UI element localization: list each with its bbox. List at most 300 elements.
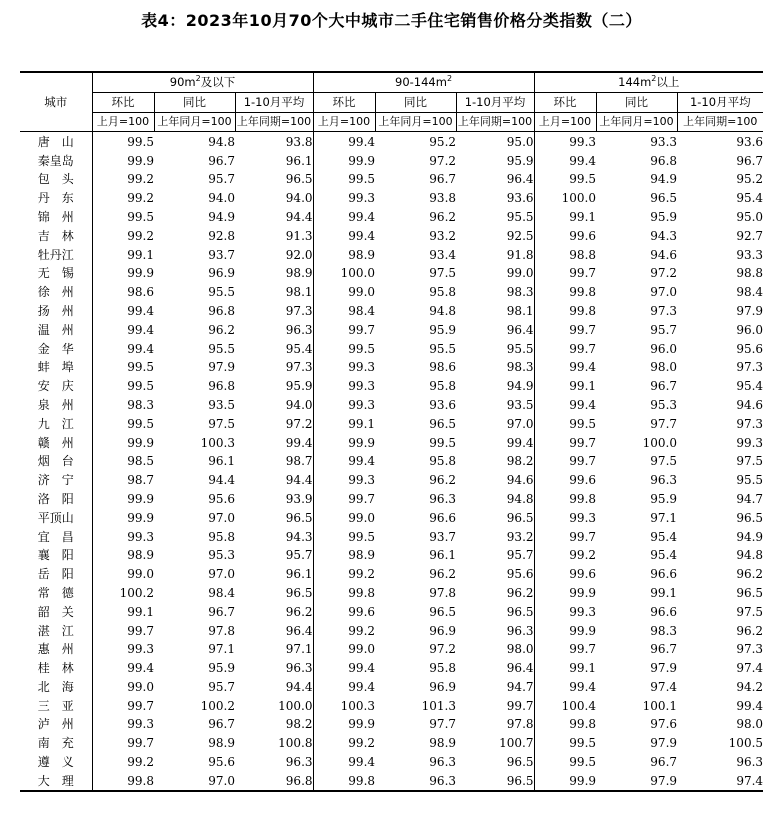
index-cell-mom: 99.4 (92, 302, 154, 321)
index-cell-yoy: 98.6 (429, 360, 457, 375)
table-row (20, 640, 763, 659)
index-cell-mom: 98.3 (92, 396, 154, 415)
index-cell-mom: 99.9 (534, 621, 596, 640)
index-cell-avg: 97.4 (677, 771, 763, 791)
index-cell-yoy: 97.2 (429, 153, 457, 168)
index-cell-yoy: 96.3 (429, 491, 457, 506)
city-name: 徐 州 (20, 283, 92, 302)
index-cell-yoy: 96.2 (429, 473, 457, 488)
index-cell-avg: 96.1 (285, 567, 313, 582)
index-cell-avg: 100.7 (499, 736, 534, 751)
index-cell-mom: 99.1 (313, 414, 375, 433)
index-cell-mom: 100.3 (313, 696, 375, 715)
group-header-over-144: $144m^2$以上 (534, 72, 763, 92)
index-cell-avg: 98.3 (506, 360, 534, 375)
base-header-yoy: 上年同月=100 (154, 112, 235, 132)
index-cell-yoy: 96.2 (429, 567, 457, 582)
index-cell-mom: 99.4 (534, 358, 596, 377)
table-row (20, 414, 763, 433)
index-cell-mom: 99.9 (92, 433, 154, 452)
index-cell-yoy: 97.4 (650, 679, 678, 694)
index-cell-avg: 95.7 (285, 548, 313, 563)
index-cell-avg: 95.5 (506, 209, 534, 224)
index-cell-mom: 99.6 (313, 602, 375, 621)
index-cell-yoy: 95.5 (208, 341, 235, 356)
index-cell-avg: 98.1 (285, 285, 313, 300)
index-cell-mom: 98.9 (92, 546, 154, 565)
index-cell-mom: 100.0 (534, 189, 596, 208)
index-cell-mom: 99.4 (534, 678, 596, 697)
index-cell-avg: 96.5 (736, 585, 764, 600)
table-row (20, 132, 763, 151)
index-cell-mom: 99.7 (92, 734, 154, 753)
index-cell-mom: 98.7 (92, 471, 154, 490)
index-cell-mom: 99.0 (92, 565, 154, 584)
index-cell-yoy: 95.8 (429, 454, 457, 469)
base-header-avg: 上年同期=100 (456, 112, 534, 132)
index-cell-mom: 99.5 (92, 208, 154, 227)
index-cell-yoy: 97.7 (650, 416, 678, 431)
index-cell-mom: 99.7 (534, 264, 596, 283)
index-cell-mom: 99.7 (92, 621, 154, 640)
index-cell-mom: 99.6 (534, 471, 596, 490)
city-name: 泉 州 (20, 396, 92, 415)
index-cell-avg: 94.4 (285, 209, 313, 224)
city-name: 岳 阳 (20, 565, 92, 584)
index-cell-yoy: 96.5 (429, 604, 457, 619)
index-cell-avg: 97.3 (736, 360, 764, 375)
index-cell-yoy: 96.8 (650, 153, 678, 168)
index-cell-yoy: 95.8 (429, 285, 457, 300)
index-cell-avg: 98.0 (736, 717, 764, 732)
index-cell-mom: 99.4 (534, 151, 596, 170)
index-cell-avg: 94.2 (736, 679, 764, 694)
index-cell-mom: 99.5 (92, 414, 154, 433)
city-name: 北 海 (20, 678, 92, 697)
index-cell-mom: 99.7 (534, 339, 596, 358)
index-cell-yoy: 93.6 (429, 397, 457, 412)
index-cell-avg: 99.4 (506, 435, 534, 450)
city-name: 吉 林 (20, 226, 92, 245)
index-cell-yoy: 96.7 (650, 379, 678, 394)
table-row (20, 546, 763, 565)
index-cell-avg: 96.3 (506, 623, 534, 638)
index-cell-yoy: 99.1 (650, 585, 678, 600)
index-cell-mom: 99.7 (92, 696, 154, 715)
city-name: 遵 义 (20, 753, 92, 772)
index-cell-avg: 96.5 (285, 585, 313, 600)
group-header-under-90: $90m^2$及以下 (92, 72, 313, 92)
index-cell-yoy: 95.7 (208, 172, 235, 187)
index-cell-yoy: 95.5 (208, 285, 235, 300)
city-name: 安 庆 (20, 377, 92, 396)
base-header-mom: 上月=100 (313, 112, 375, 132)
index-cell-avg: 93.3 (736, 247, 764, 262)
index-cell-yoy: 95.9 (208, 661, 235, 676)
index-cell-avg: 96.0 (736, 322, 764, 337)
index-cell-yoy: 95.3 (650, 397, 678, 412)
index-cell-mom: 98.9 (313, 245, 375, 264)
city-name: 洛 阳 (20, 490, 92, 509)
index-cell-avg: 99.3 (736, 435, 764, 450)
index-cell-yoy: 94.8 (208, 134, 235, 149)
sub-header-avg: 1-10月平均 (456, 92, 534, 112)
index-cell-mom: 98.6 (92, 283, 154, 302)
base-header-yoy: 上年同月=100 (375, 112, 456, 132)
table-header (20, 72, 763, 132)
index-cell-mom: 99.3 (92, 715, 154, 734)
index-cell-avg: 96.4 (506, 322, 534, 337)
index-cell-avg: 96.2 (506, 585, 534, 600)
city-name: 三 亚 (20, 696, 92, 715)
table-body (20, 132, 763, 791)
index-cell-yoy: 97.0 (208, 510, 235, 525)
index-cell-mom: 99.4 (92, 320, 154, 339)
index-cell-yoy: 96.7 (650, 642, 678, 657)
index-cell-yoy: 96.2 (429, 209, 457, 224)
index-cell-avg: 94.8 (736, 548, 764, 563)
sub-header-mom: 环比 (92, 92, 154, 112)
index-cell-avg: 95.4 (736, 191, 764, 206)
index-cell-yoy: 95.6 (208, 755, 235, 770)
index-cell-mom: 99.9 (534, 771, 596, 791)
index-cell-yoy: 96.6 (650, 604, 678, 619)
index-cell-yoy: 97.0 (650, 285, 678, 300)
table-row (20, 302, 763, 321)
table-row (20, 565, 763, 584)
index-cell-avg: 96.5 (285, 510, 313, 525)
index-cell-avg: 96.3 (285, 661, 313, 676)
index-cell-avg: 95.6 (506, 567, 534, 582)
index-cell-avg: 95.0 (736, 209, 764, 224)
index-cell-avg: 94.6 (506, 473, 534, 488)
index-cell-yoy: 96.9 (208, 266, 235, 281)
index-cell-yoy: 93.3 (650, 134, 678, 149)
index-cell-yoy: 100.0 (642, 435, 678, 450)
index-cell-mom: 99.4 (534, 396, 596, 415)
index-cell-avg: 96.4 (285, 623, 313, 638)
index-cell-mom: 99.0 (313, 508, 375, 527)
index-cell-avg: 98.2 (285, 717, 313, 732)
city-name: 金 华 (20, 339, 92, 358)
index-cell-avg: 97.3 (736, 642, 764, 657)
index-cell-yoy: 96.3 (650, 473, 678, 488)
index-cell-mom: 100.4 (534, 696, 596, 715)
index-cell-avg: 98.3 (506, 285, 534, 300)
city-name: 韶 关 (20, 602, 92, 621)
index-cell-avg: 96.2 (285, 604, 313, 619)
index-cell-mom: 99.4 (92, 659, 154, 678)
index-cell-yoy: 96.9 (429, 623, 457, 638)
table-title: 表4：2023年10月70个大中城市二手住宅销售价格分类指数（二） (141, 11, 642, 30)
index-cell-mom: 99.9 (92, 151, 154, 170)
index-cell-avg: 99.4 (285, 435, 313, 450)
index-cell-yoy: 93.5 (208, 397, 235, 412)
index-cell-avg: 95.9 (285, 379, 313, 394)
index-cell-mom: 99.1 (92, 602, 154, 621)
index-cell-mom: 99.1 (534, 377, 596, 396)
index-cell-avg: 98.0 (506, 642, 534, 657)
index-cell-yoy: 96.3 (429, 755, 457, 770)
index-cell-avg: 97.3 (285, 303, 313, 318)
index-cell-yoy: 93.2 (429, 228, 457, 243)
index-cell-avg: 93.9 (285, 491, 313, 506)
city-name: 唐 山 (20, 132, 92, 151)
index-cell-yoy: 93.7 (429, 529, 457, 544)
group-header-90-144: $90-144m^2$ (313, 72, 534, 92)
index-cell-mom: 99.0 (313, 283, 375, 302)
table-row (20, 226, 763, 245)
index-cell-avg: 100.0 (278, 698, 313, 713)
index-cell-mom: 99.4 (313, 753, 375, 772)
index-cell-yoy: 93.4 (429, 247, 457, 262)
city-name: 桂 林 (20, 659, 92, 678)
index-cell-mom: 99.2 (92, 226, 154, 245)
index-cell-mom: 99.7 (534, 320, 596, 339)
index-cell-yoy: 96.7 (208, 717, 235, 732)
index-cell-mom: 99.1 (92, 245, 154, 264)
index-cell-mom: 98.5 (92, 452, 154, 471)
index-cell-mom: 100.2 (92, 584, 154, 603)
sub-header-yoy: 同比 (596, 92, 677, 112)
index-cell-avg: 92.5 (506, 228, 534, 243)
city-name: 扬 州 (20, 302, 92, 321)
index-cell-yoy: 96.3 (375, 771, 456, 791)
index-cell-yoy: 94.9 (650, 172, 678, 187)
index-cell-yoy: 96.2 (208, 322, 235, 337)
index-cell-mom: 99.5 (92, 377, 154, 396)
index-cell-yoy: 97.6 (650, 717, 678, 732)
index-cell-avg: 94.7 (736, 491, 764, 506)
city-name: 牡丹江 (20, 245, 92, 264)
index-cell-avg: 96.1 (285, 153, 313, 168)
index-cell-yoy: 95.5 (429, 341, 457, 356)
index-cell-mom: 99.0 (313, 640, 375, 659)
index-cell-avg: 97.3 (736, 416, 764, 431)
index-cell-mom: 99.5 (534, 753, 596, 772)
index-cell-avg: 95.9 (506, 153, 534, 168)
city-name: 平顶山 (20, 508, 92, 527)
index-cell-mom: 99.8 (313, 771, 375, 791)
index-cell-mom: 99.5 (534, 414, 596, 433)
index-cell-mom: 99.3 (313, 189, 375, 208)
index-cell-avg: 91.3 (285, 228, 313, 243)
index-cell-avg: 95.4 (736, 379, 764, 394)
index-cell-yoy: 94.3 (650, 228, 678, 243)
index-cell-avg: 96.5 (736, 510, 764, 525)
index-cell-mom: 99.3 (313, 396, 375, 415)
index-cell-yoy: 92.8 (208, 228, 235, 243)
index-cell-mom: 99.8 (534, 283, 596, 302)
index-cell-yoy: 95.9 (650, 491, 678, 506)
index-cell-yoy: 100.3 (200, 435, 235, 450)
index-cell-avg: 96.5 (456, 771, 534, 791)
index-cell-mom: 99.7 (313, 320, 375, 339)
index-cell-yoy: 97.3 (650, 303, 678, 318)
index-cell-mom: 99.4 (313, 452, 375, 471)
index-cell-mom: 99.9 (92, 490, 154, 509)
index-cell-yoy: 97.0 (154, 771, 235, 791)
index-cell-mom: 99.6 (534, 565, 596, 584)
index-cell-yoy: 96.5 (650, 191, 678, 206)
index-cell-avg: 96.5 (285, 172, 313, 187)
city-name: 包 头 (20, 170, 92, 189)
table-row (20, 490, 763, 509)
city-name: 泸 州 (20, 715, 92, 734)
index-cell-avg: 98.9 (285, 266, 313, 281)
index-cell-avg: 98.1 (506, 303, 534, 318)
table-row (20, 320, 763, 339)
index-cell-avg: 94.4 (285, 473, 313, 488)
index-cell-mom: 100.0 (313, 264, 375, 283)
sub-header-avg: 1-10月平均 (677, 92, 763, 112)
index-cell-mom: 99.3 (534, 602, 596, 621)
index-cell-yoy: 97.0 (208, 567, 235, 582)
index-cell-mom: 99.5 (313, 339, 375, 358)
table-row (20, 358, 763, 377)
index-cell-mom: 99.2 (313, 565, 375, 584)
index-cell-avg: 93.8 (285, 134, 313, 149)
table-row (20, 771, 763, 791)
city-name: 南 充 (20, 734, 92, 753)
index-cell-avg: 95.2 (736, 172, 764, 187)
table-row (20, 452, 763, 471)
index-cell-yoy: 95.9 (429, 322, 457, 337)
index-cell-mom: 99.4 (313, 678, 375, 697)
index-cell-yoy: 94.9 (208, 209, 235, 224)
index-cell-mom: 99.9 (313, 151, 375, 170)
index-cell-avg: 97.5 (736, 604, 764, 619)
index-cell-mom: 99.7 (313, 490, 375, 509)
table-row (20, 602, 763, 621)
index-cell-avg: 95.5 (506, 341, 534, 356)
index-cell-avg: 98.2 (506, 454, 534, 469)
index-cell-mom: 99.6 (534, 226, 596, 245)
sub-header-mom: 环比 (534, 92, 596, 112)
index-cell-mom: 99.9 (92, 264, 154, 283)
city-name: 湛 江 (20, 621, 92, 640)
city-name: 锦 州 (20, 208, 92, 227)
index-cell-yoy: 95.7 (208, 679, 235, 694)
base-header-avg: 上年同期=100 (677, 112, 763, 132)
index-cell-yoy: 97.9 (596, 771, 677, 791)
table-row (20, 508, 763, 527)
table-row (20, 264, 763, 283)
index-cell-mom: 99.3 (313, 358, 375, 377)
city-name: 丹 东 (20, 189, 92, 208)
index-cell-avg: 95.7 (506, 548, 534, 563)
index-cell-mom: 99.4 (313, 132, 375, 151)
index-cell-avg: 94.4 (285, 679, 313, 694)
index-cell-yoy: 98.9 (429, 736, 457, 751)
index-cell-mom: 99.3 (534, 132, 596, 151)
index-cell-avg: 97.3 (285, 360, 313, 375)
index-cell-avg: 96.5 (506, 510, 534, 525)
index-cell-avg: 95.5 (736, 473, 764, 488)
index-cell-yoy: 98.9 (208, 736, 235, 751)
index-cell-mom: 99.2 (534, 546, 596, 565)
sub-header-avg: 1-10月平均 (235, 92, 313, 112)
index-cell-avg: 92.7 (736, 228, 764, 243)
index-cell-mom: 99.9 (313, 433, 375, 452)
index-cell-avg: 99.4 (736, 698, 764, 713)
index-cell-yoy: 95.4 (650, 548, 678, 563)
index-cell-avg: 97.2 (285, 416, 313, 431)
index-cell-mom: 99.3 (534, 508, 596, 527)
index-cell-avg: 96.3 (285, 755, 313, 770)
index-cell-yoy: 100.1 (642, 698, 678, 713)
index-cell-avg: 95.0 (506, 134, 534, 149)
index-cell-yoy: 97.9 (650, 736, 678, 751)
index-cell-mom: 99.0 (92, 678, 154, 697)
sub-header-yoy: 同比 (154, 92, 235, 112)
index-cell-mom: 99.5 (92, 358, 154, 377)
table-row (20, 208, 763, 227)
index-cell-mom: 99.7 (534, 640, 596, 659)
table-row (20, 377, 763, 396)
table-row (20, 659, 763, 678)
index-cell-avg: 95.6 (736, 341, 764, 356)
index-cell-yoy: 95.9 (650, 209, 678, 224)
index-cell-yoy: 97.1 (208, 642, 235, 657)
index-cell-mom: 99.7 (534, 452, 596, 471)
table-row (20, 715, 763, 734)
index-cell-avg: 93.6 (506, 191, 534, 206)
index-cell-yoy: 98.0 (650, 360, 678, 375)
index-cell-yoy: 96.7 (208, 604, 235, 619)
index-cell-mom: 99.2 (313, 734, 375, 753)
table-row (20, 471, 763, 490)
index-cell-yoy: 97.5 (650, 454, 678, 469)
index-cell-yoy: 95.6 (208, 491, 235, 506)
index-cell-yoy: 96.7 (650, 755, 678, 770)
index-cell-yoy: 97.7 (429, 717, 457, 732)
base-header-avg: 上年同期=100 (235, 112, 313, 132)
sub-header-yoy: 同比 (375, 92, 456, 112)
index-cell-avg: 94.9 (506, 379, 534, 394)
index-cell-yoy: 93.7 (208, 247, 235, 262)
index-cell-yoy: 96.7 (208, 153, 235, 168)
index-cell-mom: 99.7 (534, 433, 596, 452)
index-cell-mom: 99.2 (92, 753, 154, 772)
index-cell-mom: 99.1 (534, 659, 596, 678)
index-cell-mom: 99.4 (313, 659, 375, 678)
city-name: 常 德 (20, 584, 92, 603)
index-cell-yoy: 96.8 (208, 303, 235, 318)
index-cell-yoy: 95.3 (208, 548, 235, 563)
index-cell-mom: 99.3 (92, 640, 154, 659)
index-cell-avg: 97.4 (736, 661, 764, 676)
city-name: 襄 阳 (20, 546, 92, 565)
city-name: 惠 州 (20, 640, 92, 659)
index-cell-yoy: 95.7 (650, 322, 678, 337)
index-cell-yoy: 95.2 (429, 134, 457, 149)
index-cell-yoy: 97.2 (650, 266, 678, 281)
index-cell-avg: 93.6 (736, 134, 764, 149)
sub-header-mom: 环比 (313, 92, 375, 112)
city-name: 温 州 (20, 320, 92, 339)
index-cell-avg: 99.7 (506, 698, 534, 713)
index-cell-mom: 98.4 (313, 302, 375, 321)
index-cell-avg: 94.6 (736, 397, 764, 412)
index-cell-avg: 96.2 (736, 567, 764, 582)
index-cell-mom: 99.3 (92, 527, 154, 546)
index-cell-yoy: 98.3 (650, 623, 678, 638)
index-cell-yoy: 97.2 (429, 642, 457, 657)
index-cell-avg: 94.8 (506, 491, 534, 506)
index-cell-yoy: 96.6 (429, 510, 457, 525)
price-index-table (20, 71, 763, 792)
